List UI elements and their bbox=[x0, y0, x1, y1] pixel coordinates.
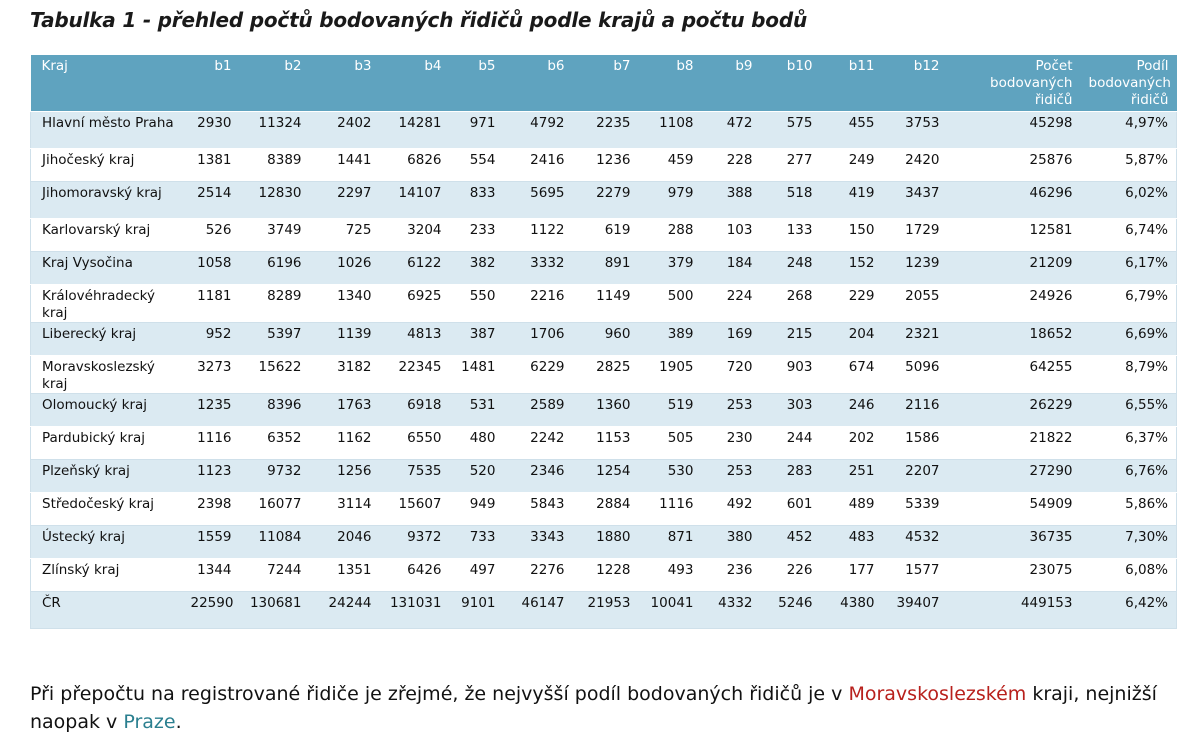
value-cell: 6,74% bbox=[1081, 219, 1177, 252]
value-cell: 22590 bbox=[183, 592, 240, 629]
value-cell: 1116 bbox=[639, 493, 702, 526]
value-cell: 46296 bbox=[948, 182, 1081, 219]
column-header: Podíl bodovaných řidičů bbox=[1081, 55, 1177, 112]
value-cell: 12581 bbox=[948, 219, 1081, 252]
note-highlight-moravskoslezsky: Moravskoslezském bbox=[848, 683, 1027, 705]
value-cell: 1235 bbox=[183, 394, 240, 427]
value-cell: 288 bbox=[639, 219, 702, 252]
value-cell: 971 bbox=[450, 112, 504, 149]
value-cell: 5246 bbox=[761, 592, 821, 629]
region-name-cell: Karlovarský kraj bbox=[31, 219, 183, 252]
value-cell: 24926 bbox=[948, 285, 1081, 323]
value-cell: 224 bbox=[702, 285, 761, 323]
value-cell: 720 bbox=[702, 356, 761, 394]
value-cell: 3343 bbox=[504, 526, 573, 559]
value-cell: 871 bbox=[639, 526, 702, 559]
column-header: b7 bbox=[573, 55, 639, 112]
note-text-2: kraji, nejnižší naopak v bbox=[30, 683, 1157, 733]
table-row bbox=[31, 493, 1177, 526]
value-cell: 2242 bbox=[504, 427, 573, 460]
column-header: b12 bbox=[883, 55, 948, 112]
table-row bbox=[31, 559, 1177, 592]
value-cell: 2116 bbox=[883, 394, 948, 427]
value-cell: 18652 bbox=[948, 323, 1081, 356]
table-row bbox=[31, 285, 1177, 323]
value-cell: 6918 bbox=[380, 394, 450, 427]
region-name-cell: Královéhradecký kraj bbox=[31, 285, 183, 323]
value-cell: 6,02% bbox=[1081, 182, 1177, 219]
table-row bbox=[31, 149, 1177, 182]
value-cell: 1254 bbox=[573, 460, 639, 493]
table-row bbox=[31, 427, 1177, 460]
value-cell: 184 bbox=[702, 252, 761, 285]
value-cell: 3332 bbox=[504, 252, 573, 285]
value-cell: 64255 bbox=[948, 356, 1081, 394]
value-cell: 7535 bbox=[380, 460, 450, 493]
value-cell: 2402 bbox=[310, 112, 380, 149]
value-cell: 903 bbox=[761, 356, 821, 394]
value-cell: 3753 bbox=[883, 112, 948, 149]
value-cell: 2589 bbox=[504, 394, 573, 427]
value-cell: 1441 bbox=[310, 149, 380, 182]
region-name-cell: Kraj Vysočina bbox=[31, 252, 183, 285]
value-cell: 236 bbox=[702, 559, 761, 592]
value-cell: 6,37% bbox=[1081, 427, 1177, 460]
value-cell: 215 bbox=[761, 323, 821, 356]
value-cell: 6196 bbox=[240, 252, 310, 285]
region-name-cell: Středočeský kraj bbox=[31, 493, 183, 526]
column-header: b11 bbox=[821, 55, 883, 112]
value-cell: 268 bbox=[761, 285, 821, 323]
region-name-cell: Jihomoravský kraj bbox=[31, 182, 183, 219]
value-cell: 253 bbox=[702, 460, 761, 493]
value-cell: 725 bbox=[310, 219, 380, 252]
value-cell: 1108 bbox=[639, 112, 702, 149]
value-cell: 1153 bbox=[573, 427, 639, 460]
value-cell: 23075 bbox=[948, 559, 1081, 592]
value-cell: 103 bbox=[702, 219, 761, 252]
value-cell: 3204 bbox=[380, 219, 450, 252]
value-cell: 554 bbox=[450, 149, 504, 182]
value-cell: 14281 bbox=[380, 112, 450, 149]
note-text-1: Při přepočtu na registrované řidiče je zřejmé, že nejvyšší podíl bodovaných řidičů je v bbox=[30, 683, 849, 705]
table-row bbox=[31, 112, 1177, 149]
column-header: b10 bbox=[761, 55, 821, 112]
value-cell: 251 bbox=[821, 460, 883, 493]
value-cell: 619 bbox=[573, 219, 639, 252]
value-cell: 1058 bbox=[183, 252, 240, 285]
value-cell: 960 bbox=[573, 323, 639, 356]
value-cell: 9101 bbox=[450, 592, 504, 629]
region-name-cell: ČR bbox=[31, 592, 183, 629]
value-cell: 14107 bbox=[380, 182, 450, 219]
value-cell: 2346 bbox=[504, 460, 573, 493]
value-cell: 5,86% bbox=[1081, 493, 1177, 526]
value-cell: 1351 bbox=[310, 559, 380, 592]
value-cell: 2216 bbox=[504, 285, 573, 323]
value-cell: 449153 bbox=[948, 592, 1081, 629]
value-cell: 1256 bbox=[310, 460, 380, 493]
value-cell: 5397 bbox=[240, 323, 310, 356]
value-cell: 39407 bbox=[883, 592, 948, 629]
value-cell: 480 bbox=[450, 427, 504, 460]
value-cell: 7,30% bbox=[1081, 526, 1177, 559]
value-cell: 1236 bbox=[573, 149, 639, 182]
value-cell: 500 bbox=[639, 285, 702, 323]
region-name-cell: Pardubický kraj bbox=[31, 427, 183, 460]
value-cell: 1239 bbox=[883, 252, 948, 285]
column-header: b2 bbox=[240, 55, 310, 112]
value-cell: 169 bbox=[702, 323, 761, 356]
value-cell: 575 bbox=[761, 112, 821, 149]
value-cell: 1880 bbox=[573, 526, 639, 559]
value-cell: 389 bbox=[639, 323, 702, 356]
value-cell: 1381 bbox=[183, 149, 240, 182]
table-total-row bbox=[31, 592, 1177, 629]
value-cell: 3114 bbox=[310, 493, 380, 526]
value-cell: 6122 bbox=[380, 252, 450, 285]
value-cell: 21953 bbox=[573, 592, 639, 629]
value-cell: 379 bbox=[639, 252, 702, 285]
value-cell: 455 bbox=[821, 112, 883, 149]
value-cell: 833 bbox=[450, 182, 504, 219]
value-cell: 54909 bbox=[948, 493, 1081, 526]
value-cell: 8389 bbox=[240, 149, 310, 182]
value-cell: 1139 bbox=[310, 323, 380, 356]
value-cell: 733 bbox=[450, 526, 504, 559]
value-cell: 10041 bbox=[639, 592, 702, 629]
region-name-cell: Olomoucký kraj bbox=[31, 394, 183, 427]
value-cell: 228 bbox=[702, 149, 761, 182]
value-cell: 2207 bbox=[883, 460, 948, 493]
value-cell: 388 bbox=[702, 182, 761, 219]
value-cell: 16077 bbox=[240, 493, 310, 526]
value-cell: 11084 bbox=[240, 526, 310, 559]
value-cell: 1360 bbox=[573, 394, 639, 427]
value-cell: 277 bbox=[761, 149, 821, 182]
value-cell: 2297 bbox=[310, 182, 380, 219]
value-cell: 202 bbox=[821, 427, 883, 460]
value-cell: 2825 bbox=[573, 356, 639, 394]
value-cell: 6,55% bbox=[1081, 394, 1177, 427]
value-cell: 1149 bbox=[573, 285, 639, 323]
value-cell: 8289 bbox=[240, 285, 310, 323]
region-name-cell: Jihočeský kraj bbox=[31, 149, 183, 182]
value-cell: 6,76% bbox=[1081, 460, 1177, 493]
value-cell: 204 bbox=[821, 323, 883, 356]
note-highlight-praha: Praze bbox=[123, 711, 176, 733]
drivers-points-table bbox=[30, 55, 1177, 629]
value-cell: 1905 bbox=[639, 356, 702, 394]
value-cell: 26229 bbox=[948, 394, 1081, 427]
value-cell: 505 bbox=[639, 427, 702, 460]
value-cell: 5096 bbox=[883, 356, 948, 394]
value-cell: 6826 bbox=[380, 149, 450, 182]
value-cell: 489 bbox=[821, 493, 883, 526]
value-cell: 4532 bbox=[883, 526, 948, 559]
value-cell: 1228 bbox=[573, 559, 639, 592]
value-cell: 4813 bbox=[380, 323, 450, 356]
value-cell: 21209 bbox=[948, 252, 1081, 285]
value-cell: 283 bbox=[761, 460, 821, 493]
value-cell: 382 bbox=[450, 252, 504, 285]
value-cell: 387 bbox=[450, 323, 504, 356]
value-cell: 27290 bbox=[948, 460, 1081, 493]
value-cell: 492 bbox=[702, 493, 761, 526]
region-name-cell: Liberecký kraj bbox=[31, 323, 183, 356]
value-cell: 46147 bbox=[504, 592, 573, 629]
value-cell: 459 bbox=[639, 149, 702, 182]
value-cell: 226 bbox=[761, 559, 821, 592]
value-cell: 2055 bbox=[883, 285, 948, 323]
value-cell: 4332 bbox=[702, 592, 761, 629]
region-name-cell: Ústecký kraj bbox=[31, 526, 183, 559]
value-cell: 419 bbox=[821, 182, 883, 219]
table-row bbox=[31, 252, 1177, 285]
value-cell: 674 bbox=[821, 356, 883, 394]
value-cell: 4,97% bbox=[1081, 112, 1177, 149]
value-cell: 177 bbox=[821, 559, 883, 592]
value-cell: 22345 bbox=[380, 356, 450, 394]
column-header: Kraj bbox=[31, 55, 183, 112]
value-cell: 248 bbox=[761, 252, 821, 285]
value-cell: 8,79% bbox=[1081, 356, 1177, 394]
value-cell: 2235 bbox=[573, 112, 639, 149]
value-cell: 249 bbox=[821, 149, 883, 182]
value-cell: 7244 bbox=[240, 559, 310, 592]
value-cell: 8396 bbox=[240, 394, 310, 427]
table-row bbox=[31, 323, 1177, 356]
column-header: b4 bbox=[380, 55, 450, 112]
value-cell: 1729 bbox=[883, 219, 948, 252]
value-cell: 2398 bbox=[183, 493, 240, 526]
value-cell: 493 bbox=[639, 559, 702, 592]
value-cell: 6,69% bbox=[1081, 323, 1177, 356]
value-cell: 1116 bbox=[183, 427, 240, 460]
value-cell: 1481 bbox=[450, 356, 504, 394]
value-cell: 891 bbox=[573, 252, 639, 285]
value-cell: 952 bbox=[183, 323, 240, 356]
value-cell: 949 bbox=[450, 493, 504, 526]
value-cell: 303 bbox=[761, 394, 821, 427]
value-cell: 2930 bbox=[183, 112, 240, 149]
value-cell: 230 bbox=[702, 427, 761, 460]
value-cell: 979 bbox=[639, 182, 702, 219]
column-header: b5 bbox=[450, 55, 504, 112]
column-header: b8 bbox=[639, 55, 702, 112]
value-cell: 519 bbox=[639, 394, 702, 427]
column-header: Počet bodovaných řidičů bbox=[948, 55, 1081, 112]
value-cell: 4792 bbox=[504, 112, 573, 149]
value-cell: 131031 bbox=[380, 592, 450, 629]
value-cell: 5695 bbox=[504, 182, 573, 219]
value-cell: 5,87% bbox=[1081, 149, 1177, 182]
value-cell: 133 bbox=[761, 219, 821, 252]
value-cell: 6,79% bbox=[1081, 285, 1177, 323]
value-cell: 6550 bbox=[380, 427, 450, 460]
value-cell: 4380 bbox=[821, 592, 883, 629]
table-row bbox=[31, 356, 1177, 394]
value-cell: 1123 bbox=[183, 460, 240, 493]
value-cell: 6426 bbox=[380, 559, 450, 592]
value-cell: 6229 bbox=[504, 356, 573, 394]
value-cell: 2416 bbox=[504, 149, 573, 182]
value-cell: 1122 bbox=[504, 219, 573, 252]
value-cell: 12830 bbox=[240, 182, 310, 219]
value-cell: 3273 bbox=[183, 356, 240, 394]
value-cell: 1026 bbox=[310, 252, 380, 285]
value-cell: 1181 bbox=[183, 285, 240, 323]
value-cell: 5843 bbox=[504, 493, 573, 526]
region-name-cell: Plzeňský kraj bbox=[31, 460, 183, 493]
value-cell: 550 bbox=[450, 285, 504, 323]
value-cell: 472 bbox=[702, 112, 761, 149]
value-cell: 2046 bbox=[310, 526, 380, 559]
column-header: b9 bbox=[702, 55, 761, 112]
value-cell: 518 bbox=[761, 182, 821, 219]
column-header: b6 bbox=[504, 55, 573, 112]
value-cell: 1559 bbox=[183, 526, 240, 559]
value-cell: 15607 bbox=[380, 493, 450, 526]
value-cell: 6925 bbox=[380, 285, 450, 323]
table-row bbox=[31, 526, 1177, 559]
table-row bbox=[31, 219, 1177, 252]
value-cell: 6,17% bbox=[1081, 252, 1177, 285]
value-cell: 2420 bbox=[883, 149, 948, 182]
region-name-cell: Moravskoslezský kraj bbox=[31, 356, 183, 394]
value-cell: 1706 bbox=[504, 323, 573, 356]
value-cell: 6352 bbox=[240, 427, 310, 460]
value-cell: 9732 bbox=[240, 460, 310, 493]
value-cell: 1586 bbox=[883, 427, 948, 460]
value-cell: 5339 bbox=[883, 493, 948, 526]
table-header-row bbox=[31, 55, 1177, 112]
value-cell: 531 bbox=[450, 394, 504, 427]
value-cell: 526 bbox=[183, 219, 240, 252]
table-caption: Tabulka 1 - přehled počtů bodovaných řidičů podle krajů a počtu bodů bbox=[30, 8, 807, 32]
value-cell: 6,42% bbox=[1081, 592, 1177, 629]
table-row bbox=[31, 460, 1177, 493]
value-cell: 6,08% bbox=[1081, 559, 1177, 592]
note-text-3: . bbox=[175, 711, 182, 733]
value-cell: 2276 bbox=[504, 559, 573, 592]
column-header: b3 bbox=[310, 55, 380, 112]
value-cell: 229 bbox=[821, 285, 883, 323]
value-cell: 1162 bbox=[310, 427, 380, 460]
value-cell: 2514 bbox=[183, 182, 240, 219]
value-cell: 152 bbox=[821, 252, 883, 285]
value-cell: 150 bbox=[821, 219, 883, 252]
value-cell: 1340 bbox=[310, 285, 380, 323]
summary-note bbox=[30, 680, 1180, 736]
table-row bbox=[31, 182, 1177, 219]
value-cell: 3182 bbox=[310, 356, 380, 394]
table-row bbox=[31, 394, 1177, 427]
region-name-cell: Hlavní město Praha bbox=[31, 112, 183, 149]
value-cell: 530 bbox=[639, 460, 702, 493]
column-header: b1 bbox=[183, 55, 240, 112]
value-cell: 380 bbox=[702, 526, 761, 559]
value-cell: 36735 bbox=[948, 526, 1081, 559]
value-cell: 24244 bbox=[310, 592, 380, 629]
value-cell: 9372 bbox=[380, 526, 450, 559]
region-name-cell: Zlínský kraj bbox=[31, 559, 183, 592]
value-cell: 233 bbox=[450, 219, 504, 252]
value-cell: 2279 bbox=[573, 182, 639, 219]
value-cell: 601 bbox=[761, 493, 821, 526]
value-cell: 130681 bbox=[240, 592, 310, 629]
value-cell: 21822 bbox=[948, 427, 1081, 460]
value-cell: 25876 bbox=[948, 149, 1081, 182]
value-cell: 246 bbox=[821, 394, 883, 427]
value-cell: 3749 bbox=[240, 219, 310, 252]
value-cell: 45298 bbox=[948, 112, 1081, 149]
value-cell: 497 bbox=[450, 559, 504, 592]
value-cell: 3437 bbox=[883, 182, 948, 219]
value-cell: 15622 bbox=[240, 356, 310, 394]
value-cell: 452 bbox=[761, 526, 821, 559]
value-cell: 2884 bbox=[573, 493, 639, 526]
value-cell: 483 bbox=[821, 526, 883, 559]
value-cell: 11324 bbox=[240, 112, 310, 149]
value-cell: 1344 bbox=[183, 559, 240, 592]
value-cell: 244 bbox=[761, 427, 821, 460]
value-cell: 2321 bbox=[883, 323, 948, 356]
value-cell: 253 bbox=[702, 394, 761, 427]
value-cell: 520 bbox=[450, 460, 504, 493]
value-cell: 1763 bbox=[310, 394, 380, 427]
value-cell: 1577 bbox=[883, 559, 948, 592]
